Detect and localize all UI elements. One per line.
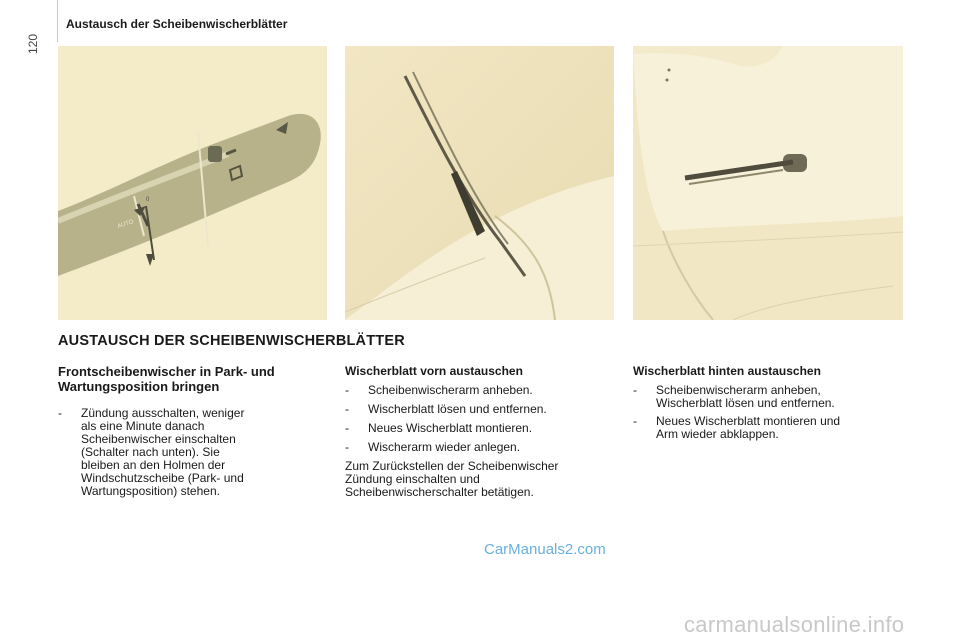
col1-heading-line1: Frontscheibenwischer in Park- und [58, 364, 275, 379]
header-divider [57, 0, 58, 42]
col2-heading: Wischerblatt vorn austauschen [345, 364, 523, 378]
list-item: - Wischerblatt lösen und entfernen. [345, 403, 620, 416]
brand-watermark-link[interactable]: CarManuals2.com [484, 541, 606, 558]
list-item: - Neues Wischerblatt montieren. [345, 422, 620, 435]
list-item: - Scheibenwischerarm anheben, Wischerblatt lösen und entfernen. [633, 384, 913, 410]
rear-wiper-photo [633, 46, 903, 320]
col2-note: Zum Zurückstellen der Scheibenwischer Zündung einschalten und Scheibenwischerschalter betätigen. [345, 459, 559, 499]
col3-steps [633, 384, 913, 441]
list-item: - Scheibenwischerarm anheben. [345, 384, 620, 397]
column-rear-blade [633, 364, 913, 441]
section-title: AUSTAUSCH DER SCHEIBENWISCHERBLÄTTER [58, 333, 405, 349]
col2-steps [345, 384, 620, 454]
list-item: - Wischerarm wieder anlegen. [345, 441, 620, 454]
list-item: - Zündung ausschalten, weniger als eine Minute danach Scheibenwischer einschalten (Schalter nach unten). Sie bleiben an den Holmen der Windschutzscheibe (Park- und Wartungsposition) stehen. [58, 407, 328, 498]
stalk-photo [58, 46, 327, 320]
col3-heading: Wischerblatt hinten austauschen [633, 364, 821, 378]
column-park-position [58, 364, 328, 498]
col1-heading-line2: Wartungsposition bringen [58, 379, 220, 394]
list-item: - Neues Wischerblatt montieren und Arm wieder abklappen. [633, 415, 913, 441]
column-front-blade [345, 364, 620, 499]
site-watermark: carmanualsonline.info [684, 612, 905, 637]
page-header: Austausch der Scheibenwischerblätter [66, 17, 288, 31]
front-wiper-photo [345, 46, 614, 320]
page-number: 120 [26, 33, 40, 54]
stalk-label-zero: 0 [146, 197, 150, 203]
stalk-label-auto: AUTO [116, 219, 135, 230]
col1-steps [58, 407, 328, 498]
